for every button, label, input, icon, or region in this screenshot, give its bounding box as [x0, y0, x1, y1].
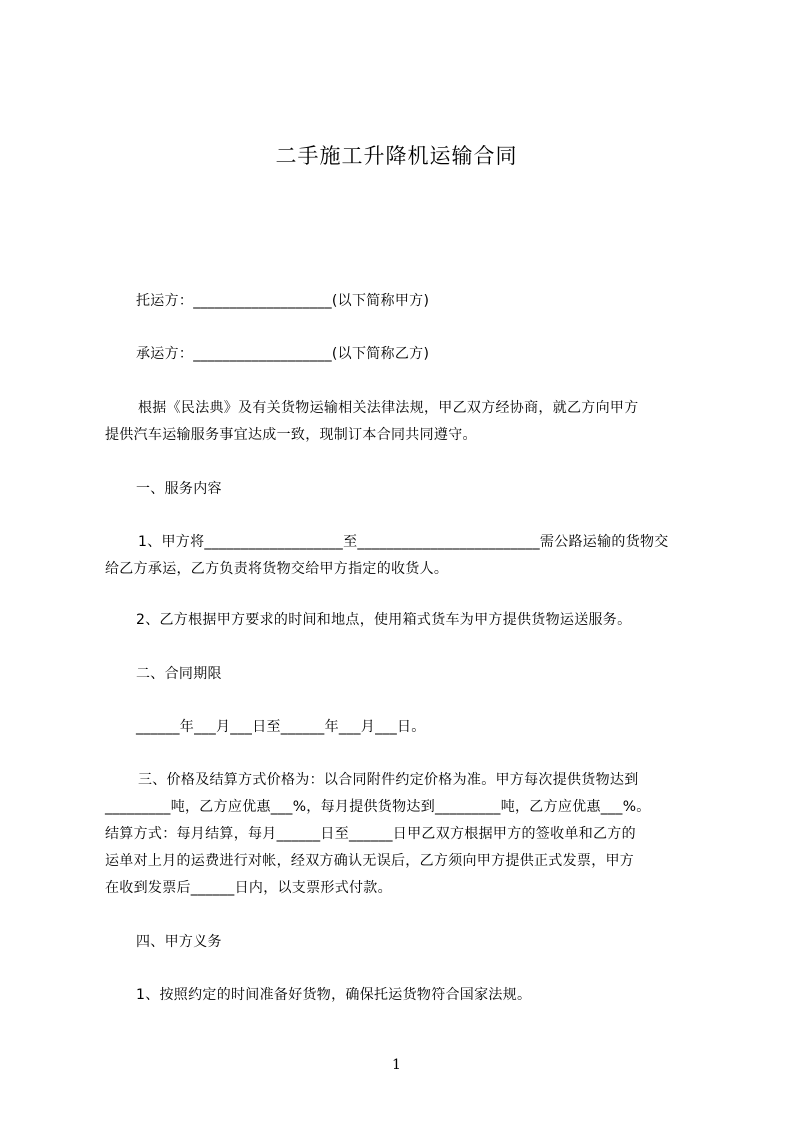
section-3-line-5: 在收到发票后______日内，以支票形式付款。 [105, 880, 392, 896]
section-4-heading: 四、甲方义务 [136, 934, 222, 950]
shipper-line: 托运方：___________________(以下简称甲方) [136, 293, 430, 309]
section-3-line-2: _________吨，乙方应优惠___%，每月提供货物达到_________吨，乙方应优惠___%。 [105, 799, 651, 815]
section-2-heading: 二、合同期限 [136, 666, 222, 682]
preamble-line-1: 根据《民法典》及有关货物运输相关法律法规，甲乙双方经协商，就乙方向甲方 [138, 400, 639, 416]
section-3-line-1: 三、价格及结算方式价格为：以合同附件约定价格为准。甲方每次提供货物达到 [138, 772, 639, 788]
contract-title: 二手施工升降机运输合同 [275, 144, 518, 168]
section-3-line-4: 运单对上月的运费进行对帐，经双方确认无误后，乙方须向甲方提供正式发票，甲方 [105, 853, 635, 869]
section-4-item-1: 1、按照约定的时间准备好货物，确保托运货物符合国家法规。 [136, 987, 532, 1003]
section-1-heading: 一、服务内容 [136, 481, 222, 497]
section-1-item-1-line-2: 给乙方承运，乙方负责将货物交给甲方指定的收货人。 [105, 561, 449, 577]
preamble-line-2: 提供汽车运输服务事宜达成一致，现制订本合同共同遵守。 [105, 427, 477, 443]
section-1-item-1-line-1: 1、甲方将___________________至_________________________需公路运输的货物交 [138, 534, 669, 550]
contract-term-line: ______年___月___日至______年___月___日。 [136, 719, 426, 735]
section-3-line-3: 结算方式：每月结算，每月______日至______日甲乙双方根据甲方的签收单和乙方的 [105, 826, 636, 842]
section-1-item-2: 2、乙方根据甲方要求的时间和地点，使用箱式货车为甲方提供货物运送服务。 [136, 612, 632, 628]
page-number: 1 [392, 1057, 401, 1073]
carrier-line: 承运方：___________________(以下简称乙方) [136, 346, 430, 362]
